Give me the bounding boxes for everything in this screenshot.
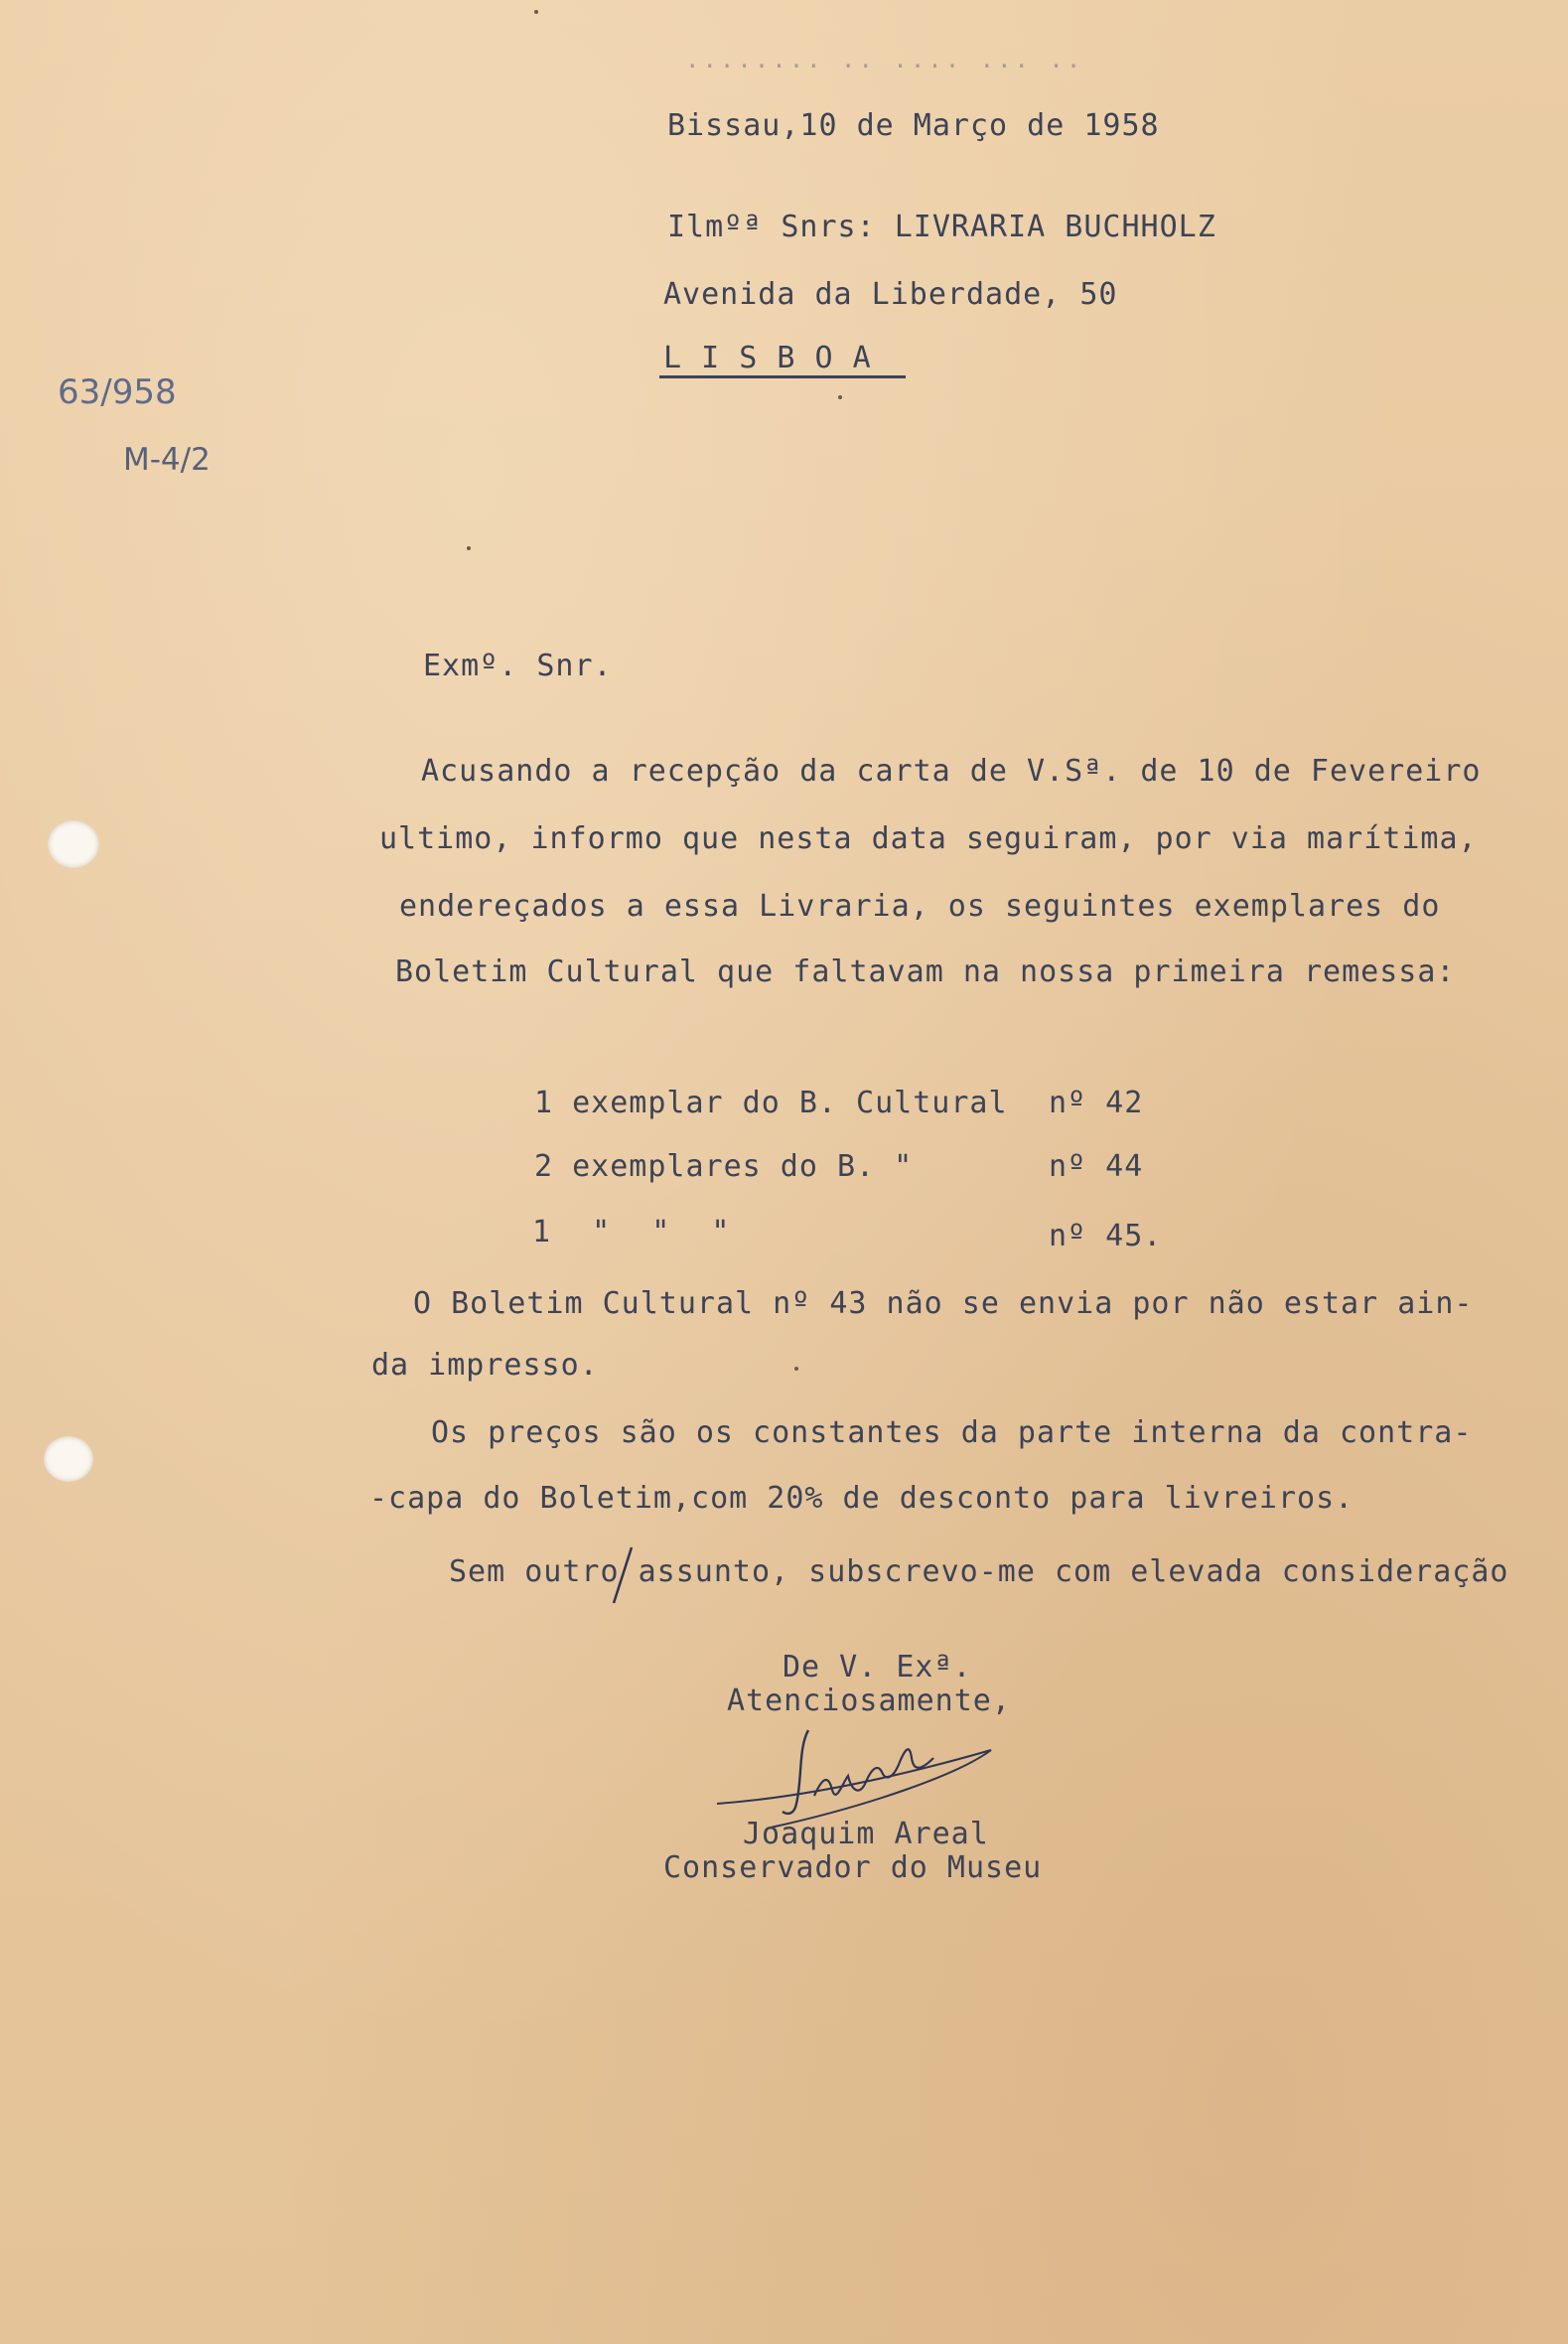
paper-speck [534, 10, 538, 14]
faint-header-line: ........ .. .... ... .. [685, 46, 1084, 73]
paragraph1-line: Acusando a recepção da carta de V.Sª. de 10 de Fevereiro [421, 754, 1482, 789]
paragraph2-line: da impresso. [371, 1348, 599, 1383]
signer-title: Conservador do Museu [663, 1850, 1043, 1885]
paper-speck [467, 546, 471, 550]
punch-hole-bottom [44, 1436, 93, 1482]
item-number: nº 45. [1049, 1219, 1163, 1253]
item-description: 1 exemplar do B. Cultural [534, 1086, 1008, 1120]
reference-number: 63/958 [58, 372, 177, 412]
city: L I S B O A [663, 341, 872, 375]
pen-slash-mark [608, 1545, 636, 1605]
paragraph3-line: Os preços são os constantes da parte interna da contra- [431, 1415, 1473, 1450]
paragraph1-line: Boletim Cultural que faltavam na nossa primeira remessa: [395, 954, 1456, 989]
addressee: Ilmºª Snrs: LIVRARIA BUCHHOLZ [667, 210, 1216, 244]
punch-hole-top [48, 820, 99, 868]
salutation: Exmº. Snr. [423, 649, 613, 683]
place-date: Bissau,10 de Março de 1958 [667, 108, 1160, 143]
file-code: M-4/2 [123, 442, 211, 478]
paper-speck [794, 1367, 798, 1371]
paragraph1-line: endereçados a essa Livraria, os seguintes exemplares do [399, 889, 1441, 924]
street-address: Avenida da Liberdade, 50 [663, 277, 1118, 312]
item-description: 1 " " " [532, 1215, 731, 1249]
paragraph3-line: -capa do Boletim,com 20% de desconto para livreiros. [369, 1481, 1354, 1516]
item-number: nº 44 [1049, 1149, 1144, 1184]
closing-line: Sem outro assunto, subscrevo-me com elevada consideração [449, 1554, 1509, 1589]
paper-speck [838, 395, 842, 399]
paragraph2-line: O Boletim Cultural nº 43 não se envia por não estar ain- [413, 1286, 1474, 1321]
signoff-line1: De V. Exª. [783, 1650, 972, 1685]
city-underline [659, 375, 906, 378]
paragraph1-line: ultimo, informo que nesta data seguiram, por via marítima, [379, 821, 1478, 856]
item-description: 2 exemplares do B. " [534, 1149, 914, 1184]
signoff-line2: Atenciosamente, [727, 1684, 1011, 1718]
signer-name: Joaquim Areal [743, 1817, 989, 1851]
item-number: nº 42 [1049, 1086, 1144, 1120]
